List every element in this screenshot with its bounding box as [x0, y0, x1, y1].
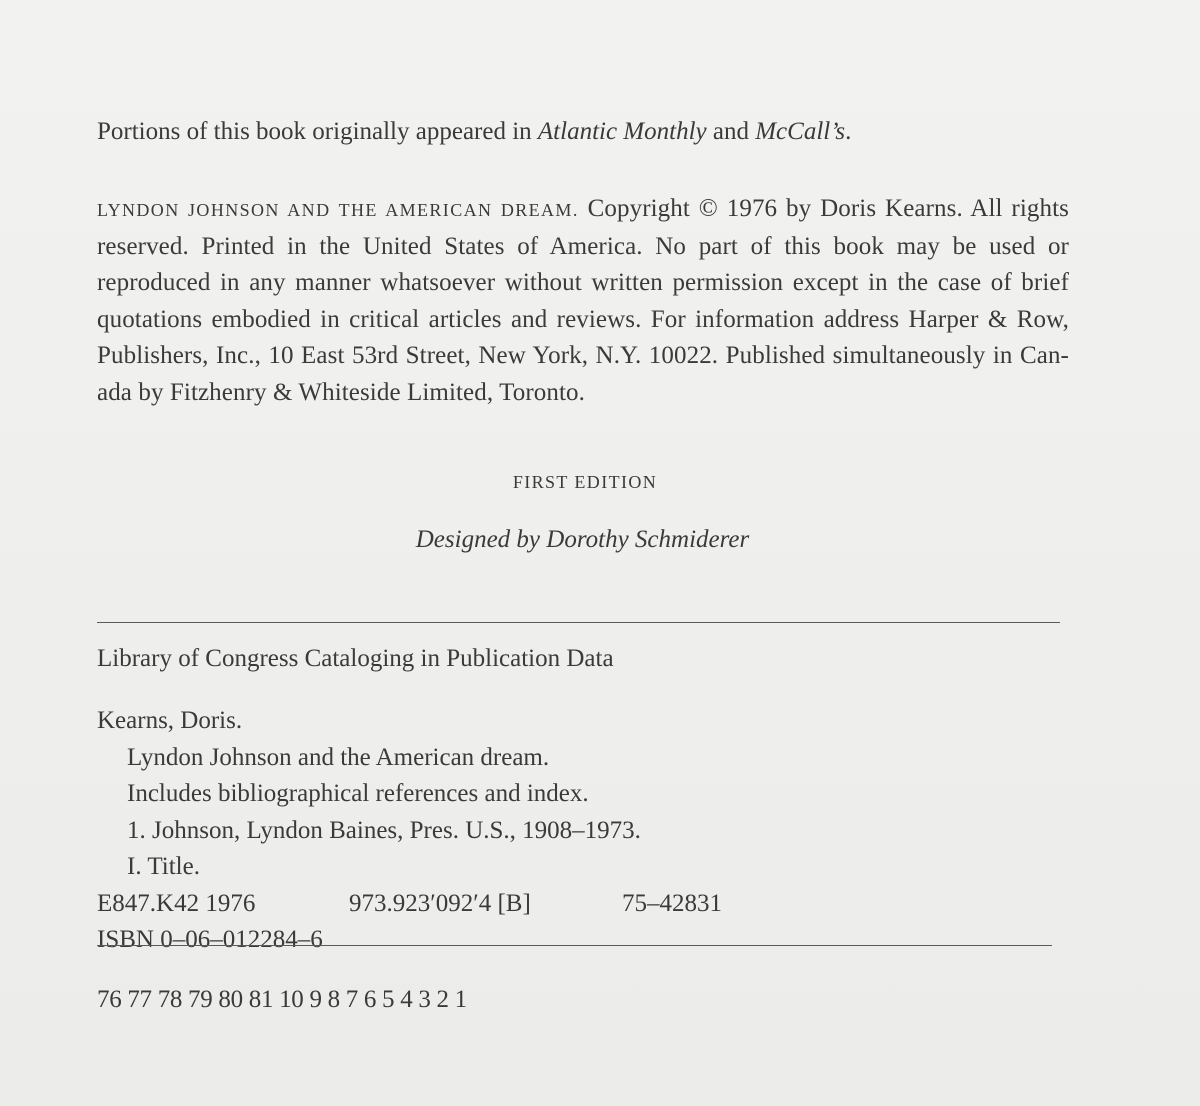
- cip-title-line: Lyndon Johnson and the American dream.: [127, 743, 550, 771]
- cip-bottom-rule: [97, 945, 1052, 946]
- portions-suffix: .: [845, 118, 852, 145]
- copyright-notice: [97, 191, 1069, 411]
- cip-lccn: 75–42831: [622, 889, 722, 917]
- portions-note: [97, 113, 1069, 150]
- cip-author: Kearns, Doris.: [97, 707, 243, 734]
- magazine-atlantic-monthly: Atlantic Monthly: [537, 118, 707, 145]
- magazine-mccalls: McCall’s: [755, 118, 846, 145]
- designer-credit: Designed by Dorothy Schmiderer: [415, 526, 750, 553]
- cip-dewey: 973.923′092′4 [B]: [349, 889, 531, 917]
- cip-call-number: E847.K42 1976: [97, 889, 256, 917]
- cip-record: [97, 703, 1069, 959]
- portions-connector: and: [706, 118, 756, 145]
- portions-prefix: Portions of this book originally appeared in: [97, 118, 538, 145]
- book-title-smallcaps: LYNDON JOHNSON AND THE AMERICAN DREAM.: [97, 200, 579, 220]
- cip-subject-line: 1. Johnson, Lyndon Baines, Pres. U.S., 1908–1973.: [127, 816, 641, 844]
- cip-title-entry: I. Title.: [127, 853, 200, 880]
- copyright-body: Copyright © 1976 by Doris Kearns. All rights reserved. Printed in the United States of America. No part of this book may be used or reproduced in any manner whatsoever without written permission except in the case of brief quotations embodied in critical articles and reviews. For information address Harper & Row, Publishers, Inc., 10 East 53rd Street, New York, N.Y. 10022. Published simultaneously in Can-ada by Fitzhenry & Whiteside Limited, Toronto.: [97, 195, 1069, 406]
- cip-notes-line: Includes bibliographical references and index.: [127, 780, 589, 807]
- cip-classification-row: [97, 886, 1069, 923]
- cip-top-rule: [97, 622, 1060, 623]
- printing-line: 76 77 78 79 80 81 10 9 8 7 6 5 4 3 2 1: [97, 986, 467, 1013]
- cip-isbn: ISBN 0–06–012284–6: [97, 926, 323, 953]
- cip-heading: Library of Congress Cataloging in Publication Data: [97, 645, 614, 672]
- edition-label: FIRST EDITION: [512, 472, 658, 492]
